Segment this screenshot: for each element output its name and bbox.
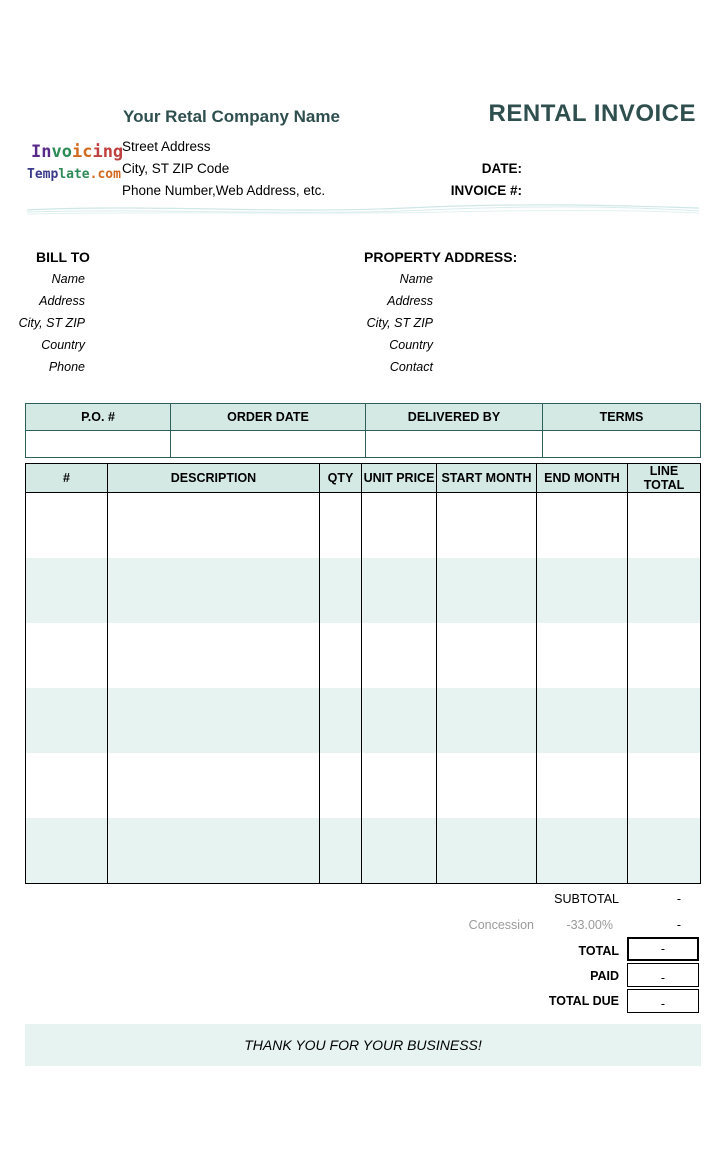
item-cell[interactable] [26,753,108,818]
item-cell[interactable] [628,493,701,559]
item-cell[interactable] [26,493,108,559]
item-cell[interactable] [628,688,701,753]
logo [27,140,124,188]
item-cell[interactable] [26,688,108,753]
property-contact: Contact [389,360,433,374]
item-cell[interactable] [320,753,362,818]
item-cell[interactable] [26,558,108,623]
bill-to-phone: Phone [48,360,85,374]
thank-you-banner: THANK YOU FOR YOUR BUSINESS! [25,1024,701,1066]
item-cell[interactable] [108,818,320,884]
item-cell[interactable] [108,623,320,688]
logo-line-1: Invoicing [31,142,124,162]
start-month-header: START MONTH [437,464,537,493]
item-cell[interactable] [362,818,437,884]
invoice-number-label: INVOICE #: [450,183,522,198]
table-row [26,818,701,884]
item-cell[interactable] [537,623,628,688]
po-cell[interactable] [26,431,171,458]
property-city: City, ST ZIP [366,316,433,330]
header-divider [27,202,699,216]
order-date-header: ORDER DATE [171,404,366,431]
item-cell[interactable] [320,688,362,753]
item-cell[interactable] [537,753,628,818]
property-address: Address [387,294,433,308]
terms-header: TERMS [543,404,701,431]
item-cell[interactable] [437,558,537,623]
item-cell[interactable] [628,818,701,884]
item-cell[interactable] [437,688,537,753]
concession-rate: -33.00% [566,918,613,932]
item-cell[interactable] [26,623,108,688]
total-due-label: TOTAL DUE [548,994,619,1008]
order-date-cell[interactable] [171,431,366,458]
table-row [26,623,701,688]
table-row [26,558,701,623]
bill-to-address: Address [39,294,85,308]
contact-info: Phone Number,Web Address, etc. [122,183,326,198]
item-cell[interactable] [437,818,537,884]
item-cell[interactable] [320,818,362,884]
bill-to-title: BILL TO [36,249,90,265]
concession-value: - [676,918,681,932]
item-cell[interactable] [108,688,320,753]
order-table [25,403,701,458]
item-cell[interactable] [362,623,437,688]
item-cell[interactable] [628,558,701,623]
item-cell[interactable] [628,753,701,818]
table-row [26,493,701,559]
item-number-header: # [26,464,108,493]
item-cell[interactable] [362,753,437,818]
item-cell[interactable] [537,558,628,623]
end-month-header: END MONTH [537,464,628,493]
item-cell[interactable] [628,623,701,688]
po-header: P.O. # [26,404,171,431]
item-cell[interactable] [320,493,362,559]
item-cell[interactable] [362,688,437,753]
total-due-value[interactable]: - [627,989,699,1013]
line-total-header: LINE TOTAL [628,464,701,493]
concession-label: Concession [468,918,534,932]
table-row [26,753,701,818]
paid-label: PAID [590,969,619,983]
item-cell[interactable] [537,818,628,884]
subtotal-label: SUBTOTAL [554,892,619,906]
date-label: DATE: [481,161,522,176]
item-cell[interactable] [362,493,437,559]
item-cell[interactable] [320,558,362,623]
item-cell[interactable] [108,753,320,818]
item-cell[interactable] [437,493,537,559]
city-zip: City, ST ZIP Code [122,161,230,176]
paid-value[interactable]: - [627,963,699,987]
bill-to-country: Country [41,338,85,352]
description-header: DESCRIPTION [108,464,320,493]
delivered-by-cell[interactable] [366,431,543,458]
item-cell[interactable] [537,688,628,753]
street-address: Street Address [122,139,211,154]
item-cell[interactable] [320,623,362,688]
item-cell[interactable] [362,558,437,623]
item-cell[interactable] [108,493,320,559]
property-name: Name [399,272,433,286]
logo-line-2: Template.com [27,167,121,182]
subtotal-value: - [676,892,681,906]
total-value[interactable]: - [627,937,699,961]
item-cell[interactable] [108,558,320,623]
item-cell[interactable] [537,493,628,559]
item-cell[interactable] [26,818,108,884]
items-table [25,463,701,884]
item-cell[interactable] [437,623,537,688]
table-row [26,688,701,753]
bill-to-name: Name [51,272,85,286]
delivered-by-header: DELIVERED BY [366,404,543,431]
unit-price-header: UNIT PRICE [362,464,437,493]
property-country: Country [389,338,433,352]
bill-to-city: City, ST ZIP [18,316,85,330]
property-title: PROPERTY ADDRESS: [364,249,518,265]
company-name: Your Retal Company Name [123,107,340,126]
invoice-title: RENTAL INVOICE [488,100,696,127]
total-label: TOTAL [578,944,619,958]
terms-cell[interactable] [543,431,701,458]
qty-header: QTY [320,464,362,493]
item-cell[interactable] [437,753,537,818]
